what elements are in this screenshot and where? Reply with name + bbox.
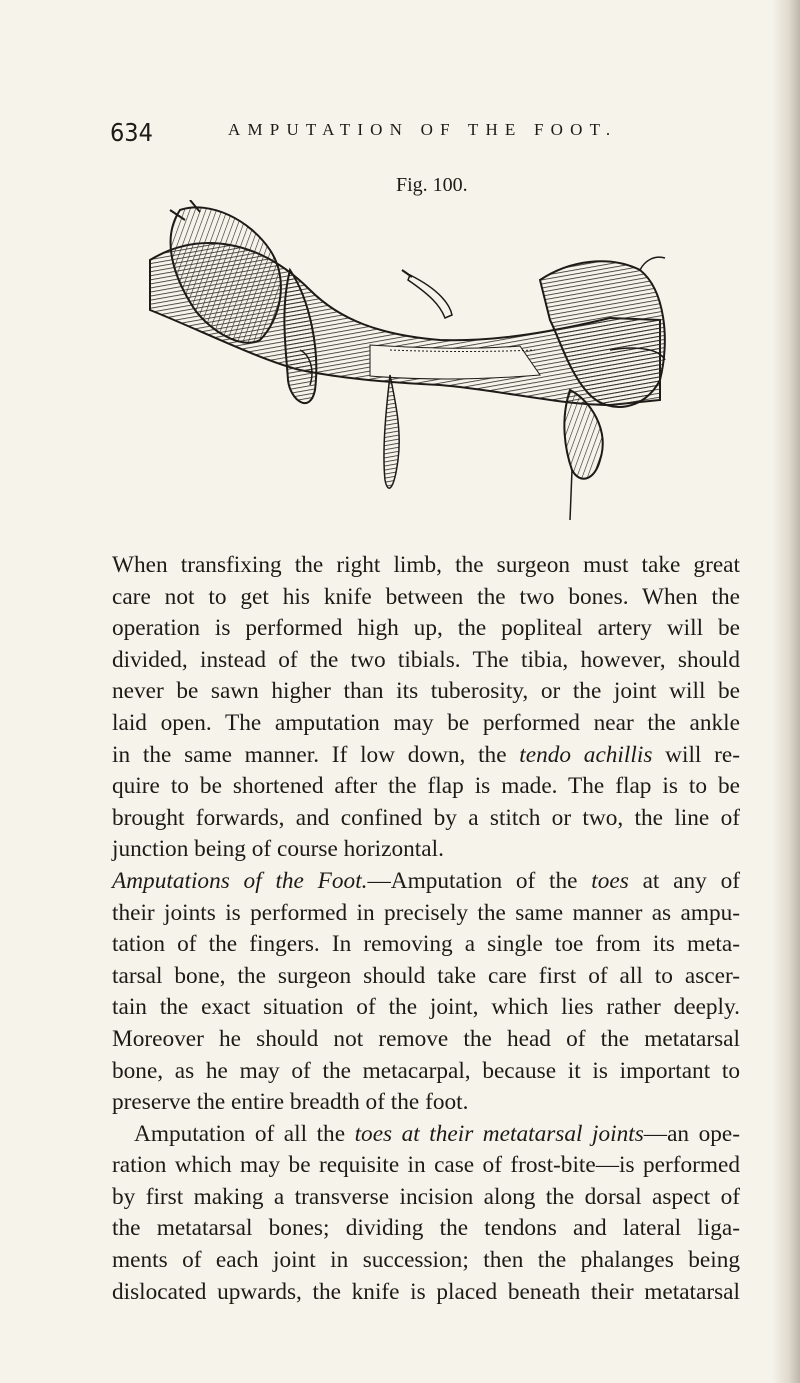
text-line: Amputation of all the toes at their metatarsal joints—an ope-: [134, 1120, 740, 1147]
text-line: Moreover he should not remove the head of the metatarsal: [112, 1025, 740, 1052]
italic-term: tendo achillis: [519, 741, 653, 768]
italic-term: toes: [591, 867, 629, 894]
text-line: never be sawn higher than its tuberosity, or the joint will be: [112, 678, 740, 705]
text-line: tation of the fingers. In removing a single toe from its meta-: [112, 931, 740, 958]
text-line: tarsal bone, the surgeon should take care first of all to ascer-: [112, 962, 740, 989]
running-head: AMPUTATION OF THE FOOT.: [228, 120, 618, 139]
figure-caption: Fig. 100.: [396, 174, 468, 196]
section-heading: Amputations of the Foot.: [112, 867, 368, 894]
text-line: by first making a transverse incision along the dorsal aspect of: [112, 1183, 740, 1210]
text-line: the metatarsal bones; dividing the tendons and lateral liga-: [112, 1215, 740, 1242]
text-line: tain the exact situation of the joint, which lies rather deeply.: [112, 994, 740, 1021]
text-line: operation is performed high up, the popliteal artery will be: [112, 615, 740, 642]
text-line: divided, instead of the two tibials. The tibia, however, should: [112, 646, 740, 673]
text-line: junction being of course horizontal.: [112, 836, 444, 863]
figure-illustration: [140, 200, 670, 530]
text-line: Amputations of the Foot.—Amputation of the toes at any of: [112, 867, 740, 894]
text-line: dislocated upwards, the knife is placed beneath their metatarsal: [112, 1278, 740, 1305]
page-number: 634: [110, 118, 153, 147]
text-line: laid open. The amputation may be performed near the ankle: [112, 709, 740, 736]
knife: [408, 275, 452, 318]
text-line: quire to be shortened after the flap is made. The flap is to be: [112, 773, 740, 800]
body-text: [112, 550, 740, 1308]
text-line: preserve the entire breadth of the foot.: [112, 1089, 469, 1116]
text-line: ration which may be requisite in case of frost-bite—is performed: [112, 1152, 740, 1179]
text-line: their joints is performed in precisely the same manner as ampu-: [112, 899, 740, 926]
text-line: When transfixing the right limb, the surgeon must take great: [112, 552, 740, 578]
text-line: brought forwards, and confined by a stitch or two, the line of: [112, 804, 740, 831]
page-edge-shadow: [772, 0, 800, 1383]
text-line: in the same manner. If low down, the tendo achillis will re-: [112, 741, 740, 768]
text-line: care not to get his knife between the two bones. When the: [112, 583, 740, 610]
text-line: bone, as he may of the metacarpal, because it is important to: [112, 1057, 740, 1084]
italic-term: toes at their metatarsal joints: [354, 1120, 644, 1147]
text-line: ments of each joint in succession; then the phalanges being: [112, 1247, 740, 1274]
